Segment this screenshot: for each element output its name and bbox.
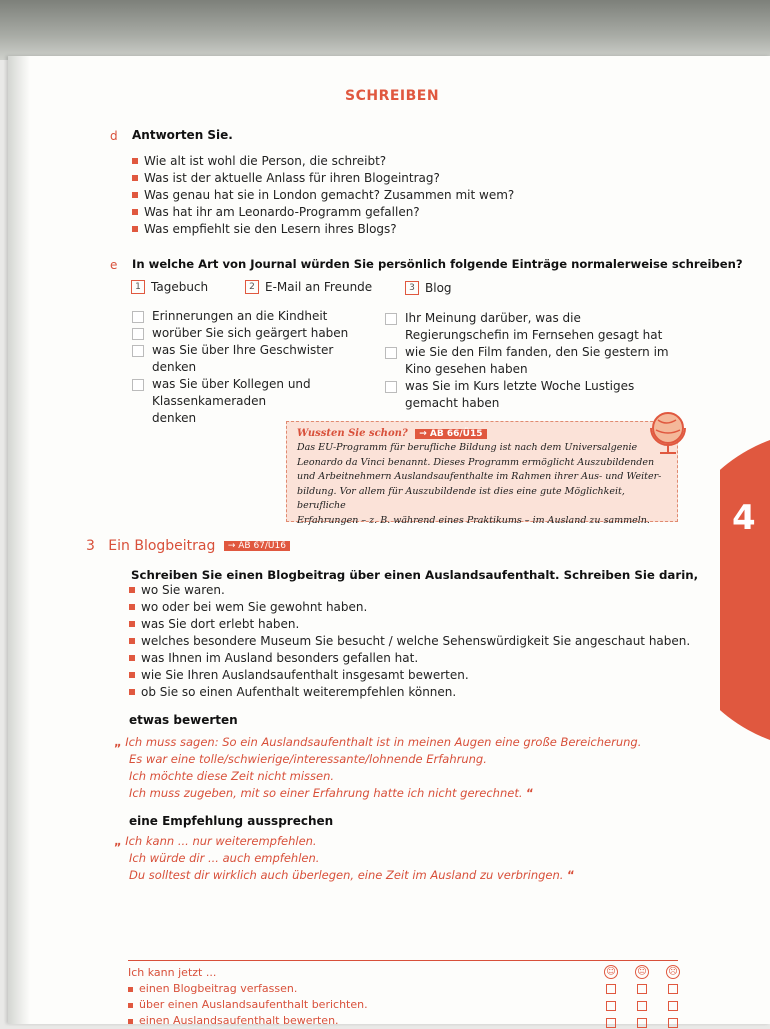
can-do-item: einen Auslandsaufenthalt bewerten. xyxy=(139,1014,339,1027)
task-d-list xyxy=(132,153,514,238)
section-3-heading xyxy=(86,538,290,554)
list-item: Wie alt ist wohl die Person, die schreibt? xyxy=(132,153,514,170)
section-3-instruction: Schreiben Sie einen Blogbeitrag über einen Auslandsaufenthalt. Schreiben Sie darin, xyxy=(131,568,699,582)
check-row[interactable] xyxy=(132,308,372,325)
check-row[interactable] xyxy=(132,376,372,427)
option-tagebuch xyxy=(131,280,208,294)
checkbox[interactable] xyxy=(385,381,397,393)
phrase-line: Ich kann ... nur weiterempfehlen. xyxy=(125,834,317,848)
open-quote: „ xyxy=(114,735,122,749)
check-label: Erinnerungen an die Kindheit xyxy=(152,309,328,323)
task-e-heading: In welche Art von Journal würden Sie persönlich folgende Einträge normalerweise schreiben? xyxy=(132,257,743,271)
phrase-line: Ich muss zugeben, mit so einer Erfahrung hatte ich nicht gerechnet. xyxy=(129,786,523,800)
rating-checkbox[interactable] xyxy=(668,1018,678,1028)
info-line: Erfahrungen – z. B. während eines Praktikums – im Ausland zu sammeln. xyxy=(297,514,650,526)
checkbox[interactable] xyxy=(132,328,144,340)
list-item: ob Sie so einen Aufenthalt weiterempfehlen können. xyxy=(129,684,690,701)
option-number: 1 xyxy=(131,280,145,294)
workbook-reference-link[interactable]: → AB 67/Ü16 xyxy=(224,541,290,551)
phrase-line: Ich muss sagen: So ein Auslandsaufenthalt ist in meinen Augen eine große Bereicherung. xyxy=(125,735,642,749)
rating-checkbox[interactable] xyxy=(668,1001,678,1011)
checkbox[interactable] xyxy=(385,347,397,359)
close-quote: “ xyxy=(567,868,575,882)
phrase-line: Du solltest dir wirklich auch überlegen, eine Zeit im Ausland zu verbringen. xyxy=(129,868,564,882)
checkbox[interactable] xyxy=(132,345,144,357)
can-do-item: über einen Auslandsaufenthalt berichten. xyxy=(139,998,368,1011)
sad-face-icon: ☹ xyxy=(666,965,680,979)
checkbox[interactable] xyxy=(132,311,144,323)
list-item: Was ist der aktuelle Anlass für ihren Blogeintrag? xyxy=(132,170,514,187)
chapter-tab-shape xyxy=(720,440,770,740)
list-item: wo oder bei wem Sie gewohnt haben. xyxy=(129,599,690,616)
check-row[interactable] xyxy=(385,378,685,412)
empfehlung-phrases xyxy=(114,833,575,884)
phrase-line: Ich würde dir ... auch empfehlen. xyxy=(129,851,320,865)
section-3-list xyxy=(129,582,690,701)
workbook-reference-link[interactable]: → AB 66/Ü15 xyxy=(415,429,486,439)
list-item: Was empfiehlt sie den Lesern ihres Blogs? xyxy=(132,221,514,238)
page-title: SCHREIBEN xyxy=(345,88,440,104)
bullet-icon xyxy=(128,1003,133,1008)
happy-face-icon: ☺ xyxy=(604,965,618,979)
scan-top-band xyxy=(0,0,770,60)
bewerten-phrases xyxy=(114,734,641,802)
list-item: welches besondere Museum Sie besucht / welche Sehenswürdigkeit Sie angeschaut haben. xyxy=(129,633,690,650)
chapter-tab xyxy=(720,440,770,740)
list-item: was Ihnen im Ausland besonders gefallen hat. xyxy=(129,650,690,667)
checkbox[interactable] xyxy=(132,379,144,391)
can-do-item: einen Blogbeitrag verfassen. xyxy=(139,982,298,995)
phrase-line: Es war eine tolle/schwierige/interessante/lohnende Erfahrung. xyxy=(129,752,487,766)
option-number: 3 xyxy=(405,281,419,295)
check-label: was Sie über Ihre Geschwister denken xyxy=(152,343,334,374)
rating-checkbox[interactable] xyxy=(668,984,678,994)
option-number: 2 xyxy=(245,280,259,294)
check-row[interactable] xyxy=(132,325,372,342)
option-email xyxy=(245,280,372,294)
rating-checkbox[interactable] xyxy=(637,984,647,994)
list-item: wo Sie waren. xyxy=(129,582,690,599)
can-do-list xyxy=(128,965,368,1029)
empfehlung-heading: eine Empfehlung aussprechen xyxy=(129,814,334,828)
left-checklist xyxy=(132,308,372,427)
option-blog xyxy=(405,281,452,295)
info-line: Das EU-Programm für berufliche Bildung ist nach dem Universalgenie xyxy=(297,442,638,453)
check-label: was Sie im Kurs letzte Woche Lustiges gemacht haben xyxy=(405,379,635,410)
list-item: wie Sie Ihren Auslandsaufenthalt insgesamt bewerten. xyxy=(129,667,690,684)
bewerten-heading: etwas bewerten xyxy=(129,713,238,727)
info-box xyxy=(286,421,678,526)
option-label: Tagebuch xyxy=(151,280,209,294)
check-label: Ihr Meinung darüber, was die Regierungschefin im Fernsehen gesagt hat xyxy=(405,311,663,342)
self-rating-grid xyxy=(606,984,678,1028)
phrase-line: Ich möchte diese Zeit nicht missen. xyxy=(129,769,335,783)
rating-checkbox[interactable] xyxy=(606,984,616,994)
task-e-letter: e xyxy=(110,258,118,272)
open-quote: „ xyxy=(114,834,122,848)
page-binding-shadow xyxy=(8,56,30,1024)
task-d-letter: d xyxy=(110,129,118,143)
rating-checkbox[interactable] xyxy=(637,1018,647,1028)
globe-icon xyxy=(646,408,692,458)
check-label: was Sie über Kollegen und Klassenkameraden denken xyxy=(152,377,311,425)
bullet-icon xyxy=(128,1019,133,1024)
list-item: was Sie dort erlebt haben. xyxy=(129,616,690,633)
check-row[interactable] xyxy=(385,310,685,344)
check-label: wie Sie den Film fanden, den Sie gestern im Kino gesehen haben xyxy=(405,345,669,376)
check-row[interactable] xyxy=(385,344,685,378)
rating-checkbox[interactable] xyxy=(606,1001,616,1011)
option-label: Blog xyxy=(425,281,452,295)
info-heading xyxy=(297,428,667,439)
info-text xyxy=(297,441,667,528)
list-item: Was hat ihr am Leonardo-Programm gefallen? xyxy=(132,204,514,221)
check-row[interactable] xyxy=(132,342,372,376)
right-checklist xyxy=(385,310,685,412)
neutral-face-icon: 😐 xyxy=(635,965,649,979)
list-item: Was genau hat sie in London gemacht? Zusammen mit wem? xyxy=(132,187,514,204)
bullet-icon xyxy=(128,987,133,992)
option-label: E-Mail an Freunde xyxy=(265,280,373,294)
info-line: Leonardo da Vinci benannt. Dieses Programm ermöglicht Auszubildenden xyxy=(297,456,655,468)
rating-checkbox[interactable] xyxy=(637,1001,647,1011)
info-line: und Arbeitnehmern Auslandsaufenthalte im Rahmen ihrer Aus- und Weiter- xyxy=(297,471,662,482)
checkbox[interactable] xyxy=(385,313,397,325)
info-heading-text: Wussten Sie schon? xyxy=(297,428,408,439)
close-quote: “ xyxy=(526,786,534,800)
task-d-heading: Antworten Sie. xyxy=(132,128,233,142)
info-line: bildung. Vor allem für Auszubildende ist dies eine gute Möglichkeit, berufliche xyxy=(297,485,625,511)
section-title: Ein Blogbeitrag xyxy=(108,538,216,554)
section-number: 3 xyxy=(86,538,95,554)
chapter-number: 4 xyxy=(732,498,756,538)
can-do-heading: Ich kann jetzt ... xyxy=(128,966,217,979)
self-rating-header xyxy=(604,965,680,979)
rating-checkbox[interactable] xyxy=(606,1018,616,1028)
footer-rule xyxy=(128,960,678,961)
check-label: worüber Sie sich geärgert haben xyxy=(152,326,349,340)
